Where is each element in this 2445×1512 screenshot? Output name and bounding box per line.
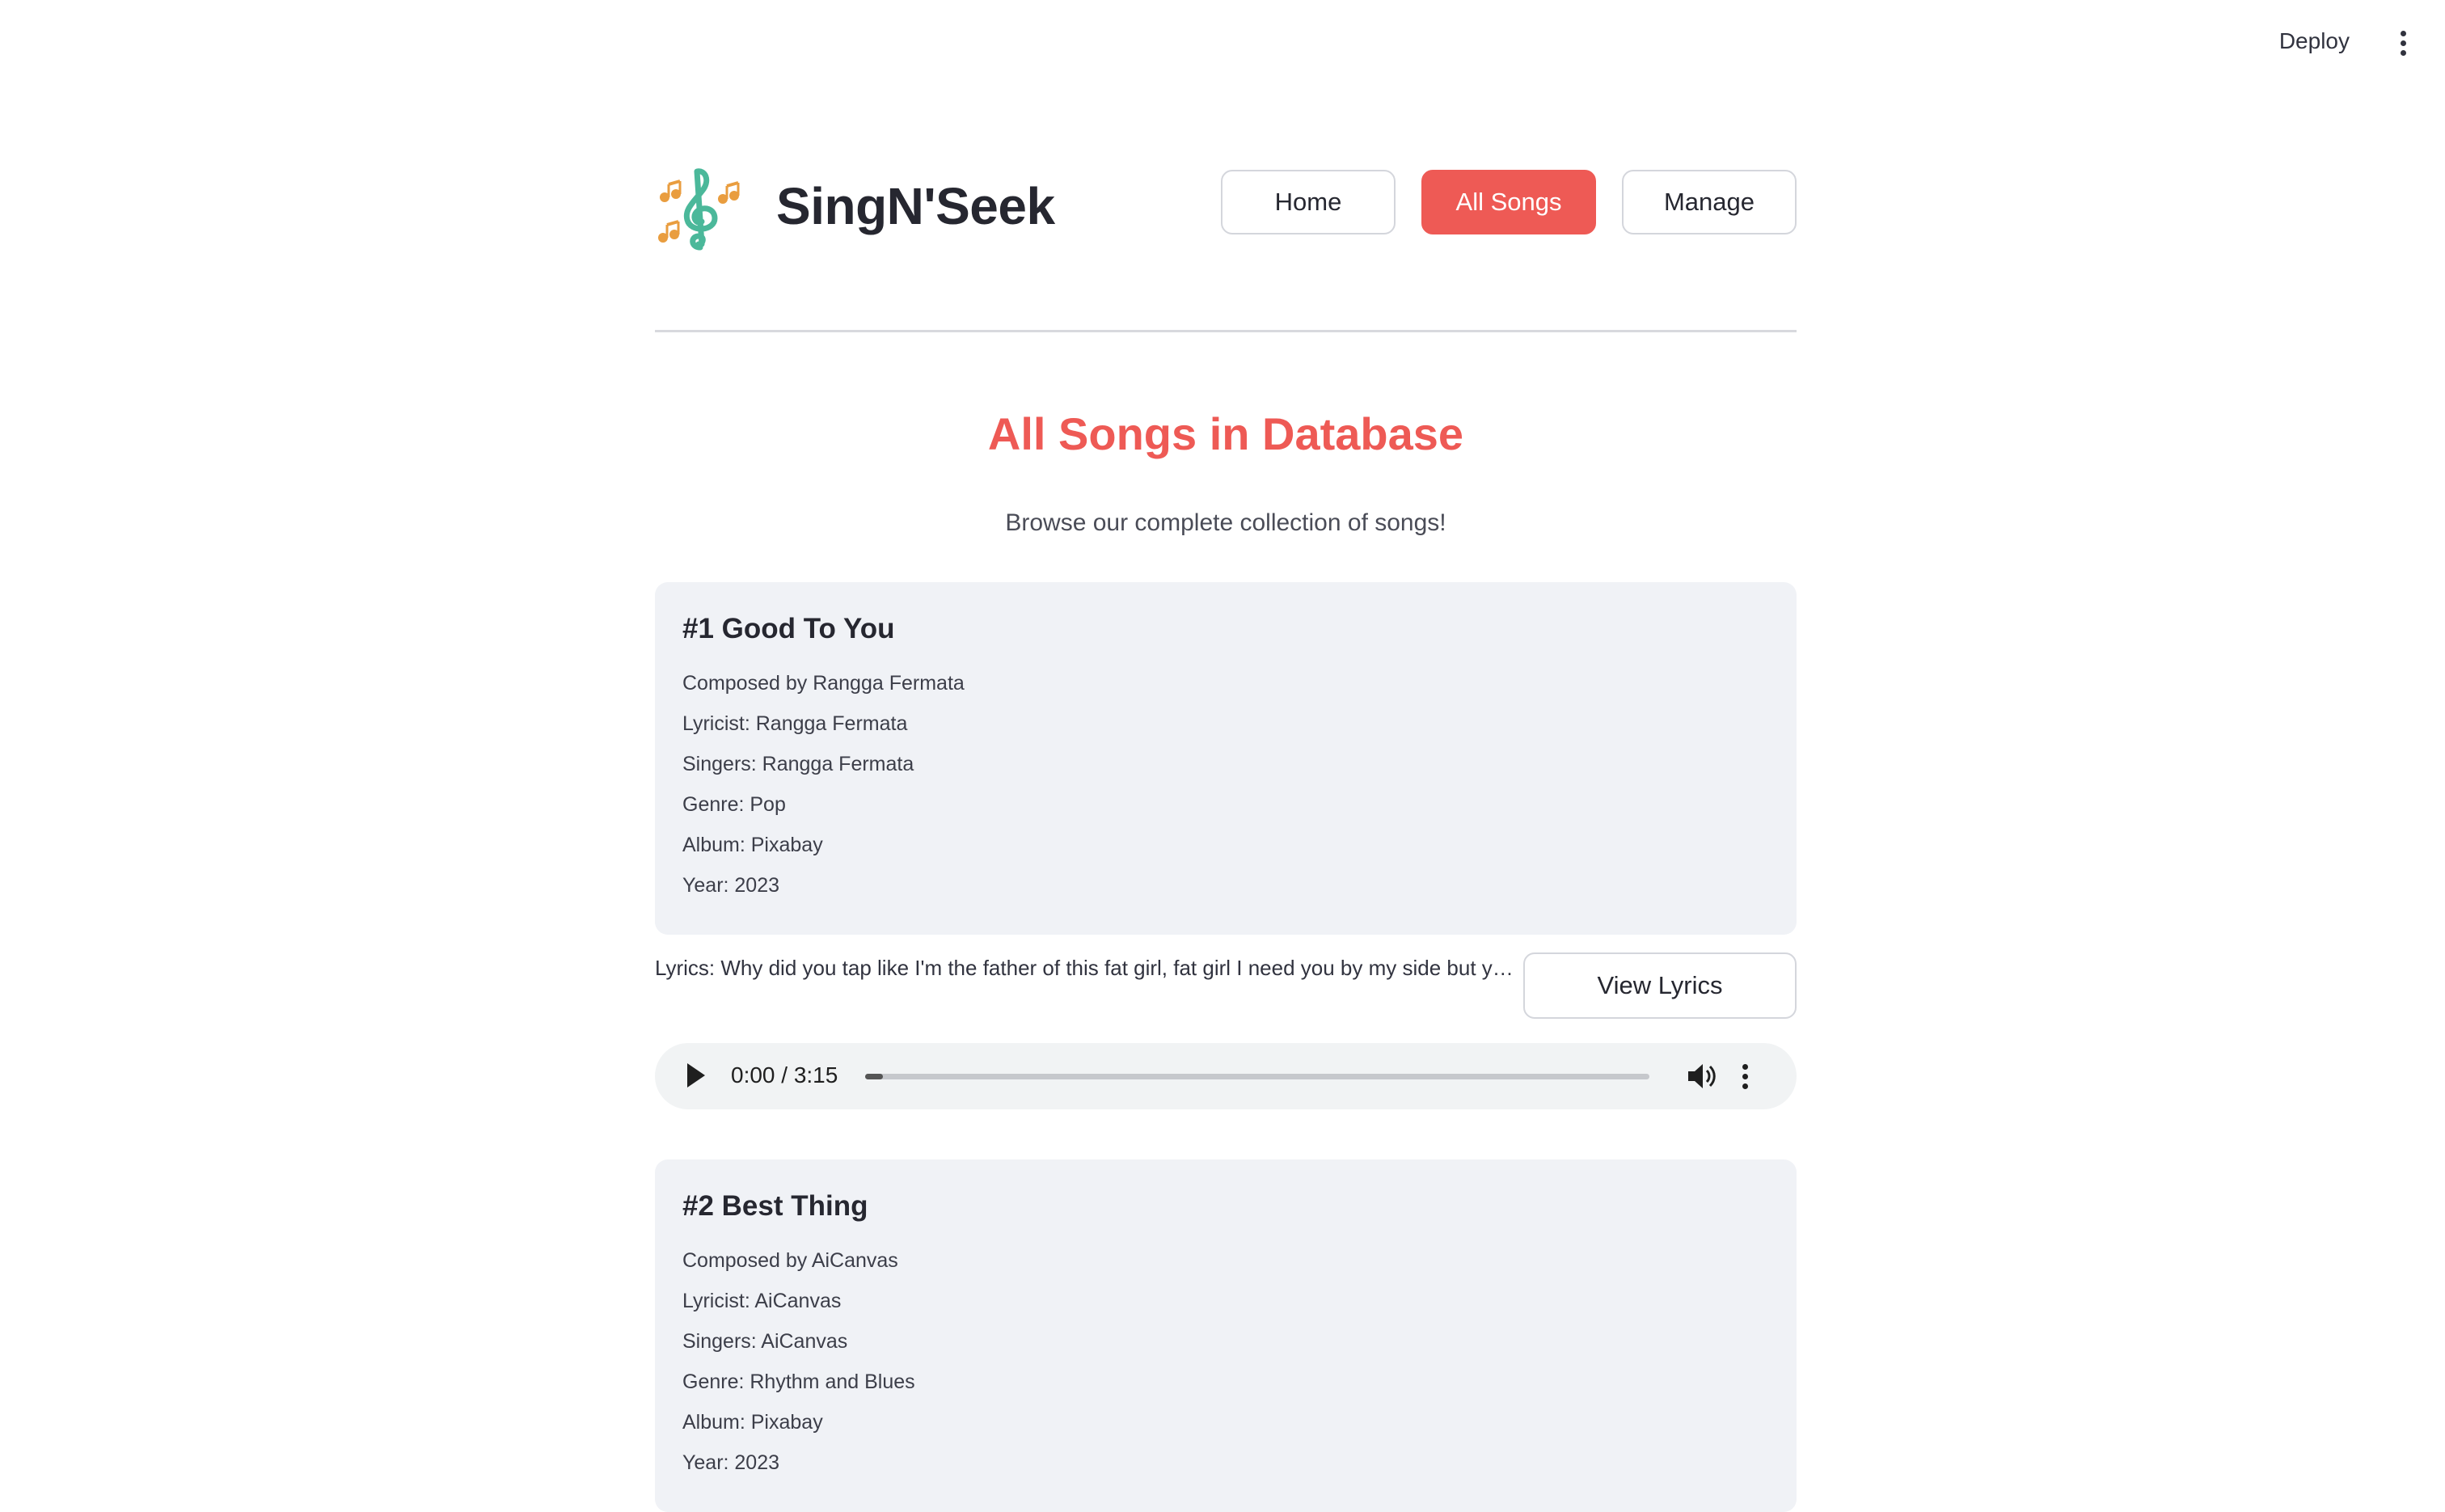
app-title: SingN'Seek (776, 177, 1055, 235)
audio-progress-fill (865, 1074, 883, 1079)
song-genre: Genre: Rhythm and Blues (682, 1371, 915, 1393)
nav-home-button[interactable]: Home (1221, 170, 1396, 234)
song-singers: Singers: Rangga Fermata (682, 753, 914, 775)
song-year: Year: 2023 (682, 1451, 780, 1474)
lyrics-row (655, 952, 1797, 1019)
page-title: All Songs in Database (987, 408, 1464, 459)
nav-manage-button[interactable]: Manage (1622, 170, 1797, 234)
app-header (655, 162, 1797, 267)
top-toolbar (0, 0, 2445, 89)
deploy-button[interactable]: Deploy (2274, 27, 2354, 55)
audio-more-options-icon[interactable] (1742, 1064, 1750, 1090)
main-menu-icon[interactable] (2398, 31, 2408, 57)
song-lyricist: Lyricist: Rangga Fermata (682, 712, 908, 735)
audio-seek-bar[interactable] (865, 1074, 1649, 1079)
page-subtitle: Browse our complete collection of songs! (1005, 509, 1446, 536)
song-genre: Genre: Pop (682, 793, 786, 816)
play-icon[interactable] (687, 1063, 705, 1088)
song-lyricist: Lyricist: AiCanvas (682, 1290, 842, 1312)
nav-all-songs-button[interactable]: All Songs (1421, 170, 1596, 234)
view-lyrics-button[interactable]: View Lyrics (1523, 952, 1797, 1019)
volume-icon[interactable] (1687, 1062, 1717, 1090)
song-composer: Composed by AiCanvas (682, 1249, 898, 1272)
header-divider (655, 330, 1797, 332)
audio-time: 0:00 / 3:15 (731, 1062, 838, 1088)
song-composer: Composed by Rangga Fermata (682, 672, 965, 695)
song-album: Album: Pixabay (682, 1411, 823, 1434)
song-album: Album: Pixabay (682, 834, 823, 856)
song-card (655, 1159, 1797, 1512)
song-singers: Singers: AiCanvas (682, 1330, 848, 1353)
song-year: Year: 2023 (682, 874, 780, 897)
song-title: #1 Good To You (682, 613, 895, 644)
audio-player (655, 1043, 1797, 1109)
lyrics-preview: Lyrics: Why did you tap like I'm the father of this fat girl, fat girl I need you by my side but y… (655, 956, 1514, 980)
treble-clef-logo-icon (655, 167, 741, 252)
song-title: #2 Best Thing (682, 1190, 868, 1222)
song-card (655, 582, 1797, 935)
